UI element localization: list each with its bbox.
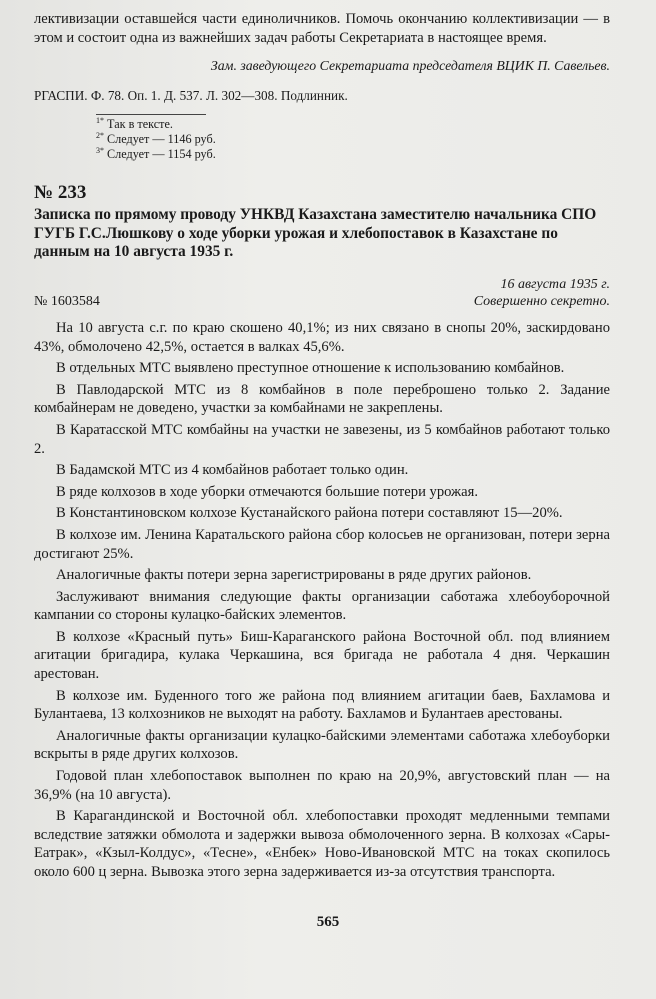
footnote: $^{1*}$ Так в тексте. (96, 116, 173, 132)
paragraph: В отдельных МТС выявлено преступное отношение к использованию комбайнов. (56, 360, 565, 377)
paragraph: В Бадамской МТС из 4 комбайнов работает только один. (56, 462, 409, 479)
paragraph: В Павлодарской МТС из 8 комбайнов в поле переброшено только 2. Задание комбайнерам не доведено, участки за комбайнами не закреплены. (34, 381, 610, 417)
continued-paragraph: лективизации оставшейся части единоличников. Помочь окончанию коллективизации — в этом и состоит одна из важнейших задач работы Секретариата в настоящее время. (34, 11, 610, 46)
document-body (34, 319, 610, 882)
paragraph: На 10 августа с.г. по краю скошено 40,1%; из них связано в снопы 20%, заскирдовано 43%, обмолочено 42,5%, остается в валках 45,6%. (34, 319, 610, 355)
footnote: $^{3*}$ Следует — 1154 руб. (96, 146, 216, 162)
footnotes (96, 117, 610, 162)
paragraph: В колхозе им. Буденного того же района под влиянием агитации баев, Бахламова и Булантаева, 13 колхозников не выходят на работу. Бахламов и Булантаев арестованы. (34, 687, 610, 723)
paragraph: В ряде колхозов в ходе уборки отмечаются большие потери урожая. (56, 483, 478, 500)
paragraph: В Карагандинской и Восточной обл. хлебопоставки проходят медленными темпами вследствие затяжки обмолота и задержки вывоза обмолоченного зерна. В колхозах «Сары-Еатрак», «Кзыл-Колдус», «Тесне», «Енбек» Ново-Ивановской МТС на токах скопилось около 600 ц зерна. Вывозка этого зерна задерживается из-за отсутствия транспорта. (34, 808, 610, 880)
page-number: 565 (316, 914, 340, 930)
paragraph: Аналогичные факты организации кулацко-байскими элементами саботажа хлебоуборки вскрыты в ряде других колхозов. (34, 727, 610, 763)
date-block (474, 276, 610, 310)
signature: Зам. заведующего Секретариата председателя ВЦИК П. Савельев. (210, 58, 610, 74)
paragraph: Аналогичные факты потери зерна зарегистрированы в ряде других районов. (56, 567, 532, 584)
paragraph: В Константиновском колхозе Кустанайского района потери составляют 15—20%. (56, 505, 563, 522)
document-title: Записка по прямому проводу УНКВД Казахстана заместителю начальника СПО ГУГБ Г.С.Люшкову о ходе уборки урожая и хлебопоставок в Казахстане по данным на 10 августа 1935 г. (34, 206, 597, 261)
paragraph: Годовой план хлебопоставок выполнен по краю на 20,9%, августовский план — на 36,9% (на 10 августа). (34, 768, 610, 803)
footnote: $^{2*}$ Следует — 1146 руб. (96, 131, 216, 147)
document-number: № 233 (34, 182, 87, 204)
secrecy-stamp: Совершенно секретно. (473, 293, 610, 309)
document-meta (34, 276, 610, 310)
archive-source: РГАСПИ. Ф. 78. Оп. 1. Д. 537. Л. 302—308. Подлинник. (34, 88, 348, 104)
paragraph: В колхозе «Красный путь» Биш-Караганского района Восточной обл. под влиянием агитации бригадира, кулака Черкашина, вся бригада не работала 4 дня. Черкашин арестован. (34, 628, 610, 683)
document-date: 16 августа 1935 г. (500, 276, 610, 292)
paragraph: В Каратасской МТС комбайны на участки не завезены, из 5 комбайнов работают только 2. (34, 421, 610, 457)
paragraph: Заслуживают внимания следующие факты организации саботажа хлебоуборочной кампании со стороны кулацко-байских элементов. (34, 588, 610, 624)
registration-number: № 1603584 (34, 293, 100, 309)
paragraph: В колхозе им. Ленина Каратальского района сбор колосьев не организован, потери зерна достигают 25%. (34, 526, 610, 562)
